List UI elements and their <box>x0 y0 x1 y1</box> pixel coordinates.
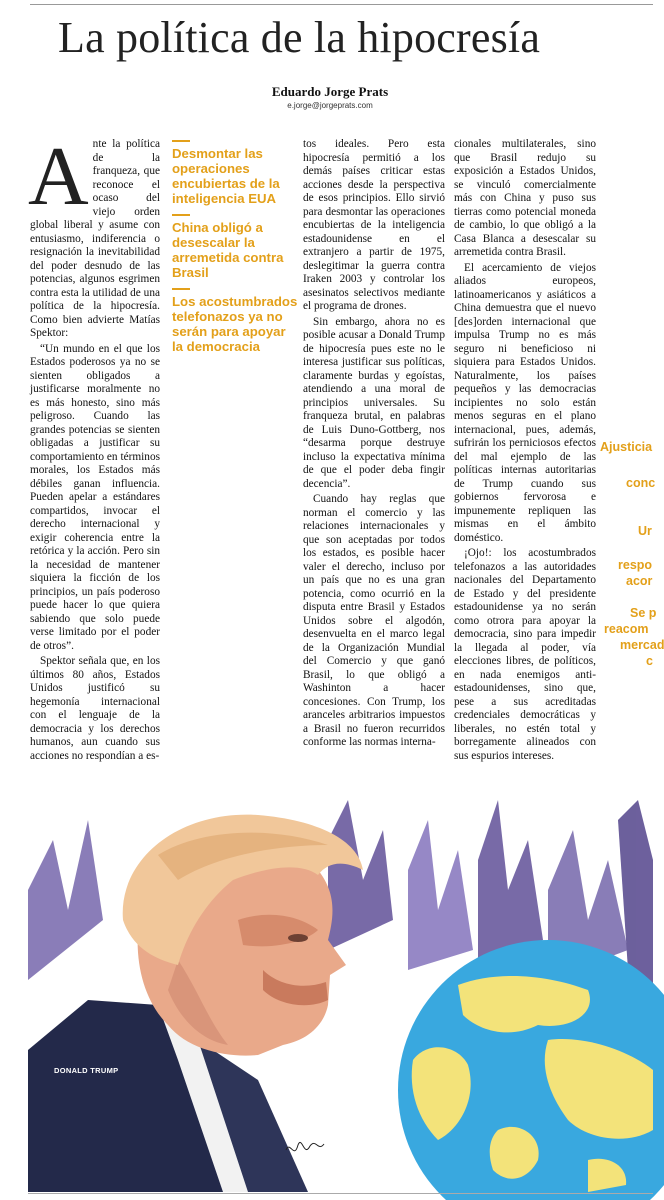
pull-quote: Los acostumbrados telefonazos ya no serán para apoyar la democracia <box>172 294 298 354</box>
paragraph: Sin embargo, ahora no es posible acusar a Donald Trump de hipocresía pues este no le interesa justificar sus políticas, claramente burdas y egoístas, atendiendo a una moral de principios universales. Su franqueza brutal, en palabras de Luis Duno-Gottberg, nos “desarma porque destruye incluso la expectativa mínima de que el poder deba fingir decencia”. <box>303 315 445 490</box>
author-email[interactable]: e.jorge@jorgeprats.com <box>287 101 373 110</box>
drop-cap: A <box>28 130 89 223</box>
top-rule <box>30 4 653 5</box>
pull-quote: Desmontar las operaciones encubiertas de la inteligencia EUA <box>172 146 280 206</box>
fragment-text: acor <box>626 574 653 588</box>
paragraph: ¡Ojo!: los acostumbrados telefonazos a las autoridades nacionales del Departamento de Estado y del presidente estadounidense ya no serán como otrora para apoyar la democracia, sino para impedir la llegada al poder, vía elecciones libres, de políticos, en nada enemigos anti-estadounidenses, sino que, pese a sus acreditadas credenciales democráticas y liberales, no estén total y borregamente alineados con sus espurios intereses. <box>454 547 596 762</box>
bottom-rule <box>28 1193 653 1194</box>
article-headline: La política de la hipocresía <box>58 13 541 62</box>
fragment-text: mercad <box>620 638 664 652</box>
fragment-text: conc <box>626 476 656 490</box>
author-name: Eduardo Jorge Prats <box>271 84 389 99</box>
fragment-text: reacom <box>604 622 649 636</box>
article-column-1 <box>28 130 160 765</box>
fragment-text: c <box>646 654 653 668</box>
pull-quote-divider <box>172 140 190 142</box>
paragraph: El acercamiento de viejos aliados europeos, latinoamericanos y asiáticos a China demuestra que el nuevo [des]orden internacional que impulsa Trump no es más seguro ni beneficioso ni siquiera para Estados Unidos. Naturalmente, los países pequeños y las democracias incipientes no solo están menos seguras en el plano internacional, pues, además, sufrirán los perniciosos efectos del mal ejemplo de las políticas internas autoritarias de Trump cuando sus gobiernos fervorosa e impunemente repliquen las mismas en el ámbito doméstico. <box>454 261 596 544</box>
pull-quote-divider <box>172 214 190 216</box>
fragment-text: Ajusticia <box>600 440 653 454</box>
fragment-text: Se p <box>630 606 657 620</box>
pull-quotes <box>172 140 298 362</box>
paragraph: Spektor señala que, en los últimos 80 años, Estados Unidos justificó su hegemonía internacional con el lenguaje de la democracia y los derechos humanos, aun cuando sus acciones no respondían a es- <box>30 655 160 762</box>
paragraph: cionales multilaterales, sino que Brasil redujo su exposición a Estados Unidos, se vinculó comercialmente más con China y puso sus tierras como potencial moneda de cambio, lo que obligó a la Casa Blanca a desescalar su arremetida contra Brasil. <box>454 138 596 258</box>
paragraph: tos ideales. Pero esta hipocresía permitió a los demás países criticar estas acciones desde la perspectiva de esos principios. Ello sirvió para desmontar las operaciones encubiertas de la inteligencia estadounidense en el extranjero a partir de 1975, deslegitimar la guerra contra Iraken 2003 y controlar los asesinatos selectivos mediante el programa de drones. <box>303 138 445 312</box>
article-column-3 <box>303 138 445 752</box>
fragment-text: respo <box>618 558 653 572</box>
illustration-caption: DONALD TRUMP <box>54 1066 119 1075</box>
pull-quote-divider <box>172 288 190 290</box>
trump-globe-illustration <box>28 800 653 1192</box>
byline <box>200 84 460 112</box>
paragraph: Ante la política de la franqueza, que reconoce el ocaso del viejo orden global liberal y asume con entusiasmo, indiferencia o resignación la inevitabilidad del poder desnudo de las potencias, algunos esgrimen contra esta la utilidad de una política de la hipocresía. Como bien advierte Matías Spektor: <box>28 130 160 339</box>
pull-quote: China obligó a desescalar la arremetida contra Brasil <box>172 220 284 280</box>
article-column-4 <box>454 138 596 765</box>
fragment-text: Ur <box>638 524 652 538</box>
paragraph: Cuando hay reglas que norman el comercio y las relaciones internacionales y que son aceptadas por todos los estados, es posible hacer valer el derecho, incluso por un país que no es una gran potencia, como ocurrió en la disputa entre Brasil y Estados Unidos sobre el algodón, desenvuelta en el marco legal de la Organización Mundial del Comercio y que ganó Brasil, lo que obligó a Washinton a hacer concesiones. Con Trump, los aranceles arbitrarios impuestos a Brasil no fueron recurridos conforme las normas interna- <box>303 493 445 748</box>
paragraph: “Un mundo en el que los Estados poderosos ya no se sienten obligados a justificarse moralmente no es más honesto, sino más peligroso. Cuando las grandes potencias se sienten obligadas a justificar su comportamiento en términos morales, los Estados más débiles ganan influencia. Pueden apelar a estándares compartidos, invocar el derecho internacional y exigir coherencia entre la retórica y la acción. Pero sin la necesidad de mantener siquiera la ficción de los principios, un país poderoso puede hacer lo que quiera sabiendo que solo puede verse limitado por el poder de otros”. <box>30 342 160 652</box>
